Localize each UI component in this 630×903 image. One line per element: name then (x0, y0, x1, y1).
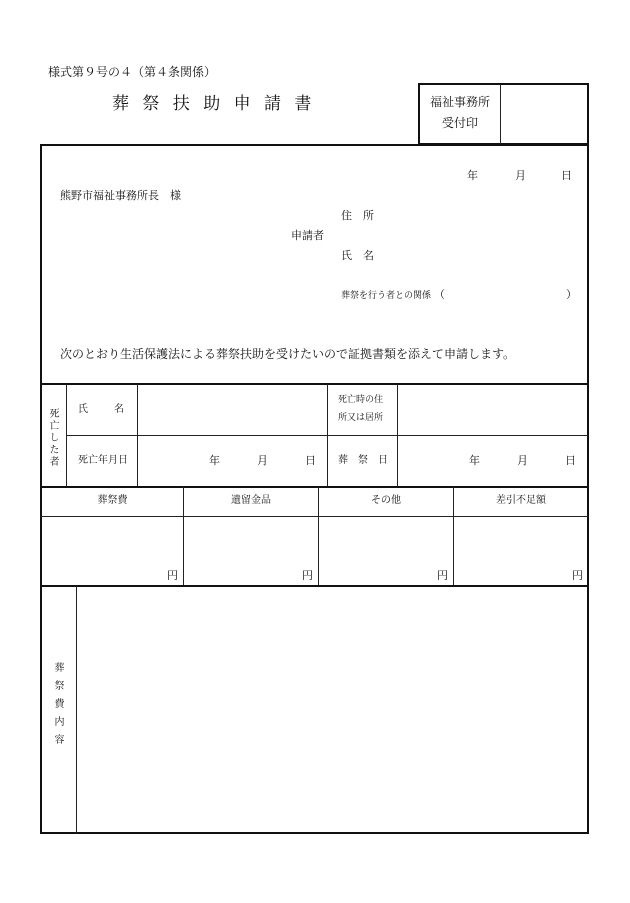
receipt-divider (500, 84, 501, 144)
cost-field-remaining-assets[interactable] (185, 518, 317, 570)
funeral-day-label: 日 (565, 454, 576, 467)
deceased-name-field[interactable] (139, 386, 325, 434)
form-number: 様式第９号の４（第４条関係） (48, 65, 217, 79)
cost-field-other[interactable] (320, 518, 452, 570)
residence-label-line2: 所又は居所 (338, 413, 384, 423)
cost-unit-remaining-assets: 円 (302, 569, 313, 582)
funeral-month-label: 月 (517, 454, 528, 467)
death-year-label: 年 (209, 454, 220, 467)
applicant-name-label: 氏 名 (341, 249, 374, 262)
death-month-label: 月 (257, 454, 268, 467)
addressee: 熊野市福祉事務所長 様 (60, 189, 181, 202)
receipt-label-line1: 福祉事務所 (429, 95, 490, 109)
details-section-label: 葬祭費内容 (52, 662, 63, 752)
address-field[interactable] (385, 205, 580, 225)
deceased-col-divider-1 (137, 384, 138, 486)
costs-header-divider (40, 516, 589, 517)
cost-header-shortfall: 差引不足額 (496, 495, 546, 506)
application-statement: 次のとおり生活保護法による葬祭扶助を受けたいので証拠書類を添えて申請します。 (60, 347, 516, 361)
date-month-label: 月 (515, 169, 526, 182)
applicant-name-field[interactable] (385, 245, 580, 265)
death-day-label: 日 (305, 454, 316, 467)
costs-section-top (40, 486, 589, 488)
deceased-col-divider-3 (397, 384, 398, 486)
date-day-label: 日 (561, 169, 572, 182)
date-year-label: 年 (467, 169, 478, 182)
cost-header-funeral: 葬祭費 (97, 495, 128, 506)
death-date-label: 死亡年月日 (78, 455, 128, 466)
applicant-label: 申請者 (291, 229, 324, 242)
cost-unit-funeral: 円 (167, 569, 178, 582)
residence-field[interactable] (399, 386, 587, 434)
residence-label-line1: 死亡時の住 (338, 395, 384, 405)
page-title: 葬 祭 扶 助 申 請 書 (112, 94, 316, 114)
cost-field-shortfall[interactable] (455, 518, 587, 570)
cost-header-other: その他 (371, 495, 401, 506)
relation-label: 葬祭を行う者との関係 (341, 291, 432, 301)
deceased-section-top (40, 383, 589, 385)
cost-header-remaining-assets: 遺留金品 (231, 495, 271, 506)
relation-paren-open: （ (434, 288, 445, 301)
deceased-col-divider-2 (327, 384, 328, 486)
relation-paren-close: ） (566, 288, 577, 301)
deceased-section-label: 死亡した者 (47, 408, 58, 468)
details-label-divider (76, 586, 77, 833)
relation-field[interactable] (448, 286, 566, 304)
receipt-stamp-area[interactable] (502, 85, 587, 143)
address-label: 住 所 (341, 209, 374, 222)
deceased-name-label: 氏 名 (78, 404, 126, 415)
receipt-label-line2: 受付印 (441, 116, 478, 130)
cost-unit-shortfall: 円 (572, 569, 583, 582)
cost-unit-other: 円 (437, 569, 448, 582)
details-field[interactable] (78, 588, 587, 831)
cost-field-funeral[interactable] (42, 518, 182, 570)
funeral-year-label: 年 (469, 454, 480, 467)
costs-section-bottom (40, 585, 589, 587)
funeral-date-label: 葬 祭 日 (338, 455, 388, 466)
